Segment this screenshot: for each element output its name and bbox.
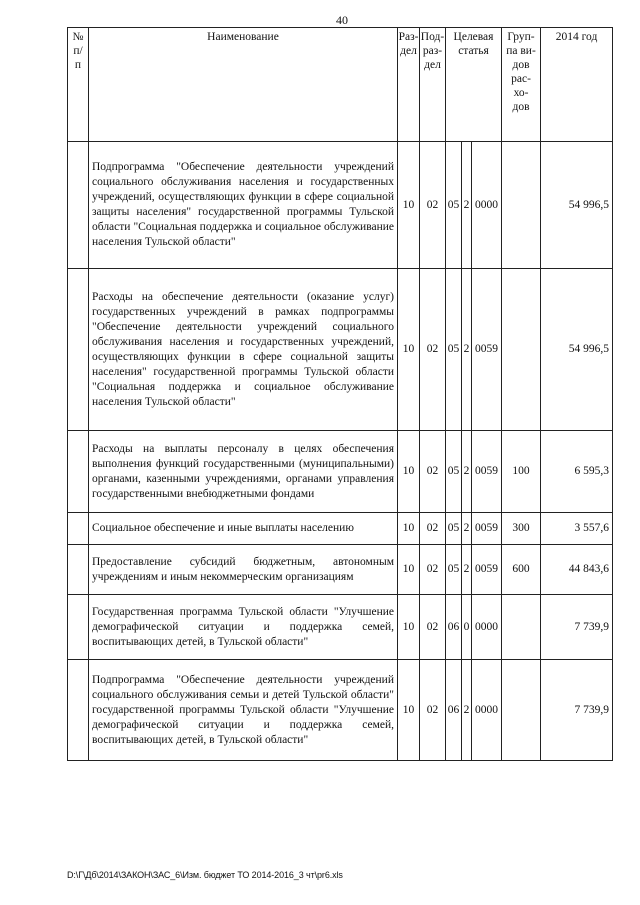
row-name: Подпрограмма "Обеспечение деятельности учреждений социального обслуживания семьи и детей Тульской области" государственной программы Тульской области "Улучшение демографической ситуации и поддержка семей, воспитывающих детей, в Тульской области" — [89, 660, 398, 761]
row-razdel: 10 — [398, 660, 420, 761]
row-podrazdel: 02 — [420, 595, 446, 660]
row-amount: 44 843,6 — [541, 545, 613, 595]
row-target-item: 0000 — [472, 660, 502, 761]
row-podrazdel: 02 — [420, 513, 446, 545]
table-header-row — [68, 28, 613, 142]
row-target-subprogram: 2 — [462, 269, 472, 431]
row-razdel: 10 — [398, 431, 420, 513]
row-target-program: 05 — [446, 513, 462, 545]
row-amount: 3 557,6 — [541, 513, 613, 545]
table-row — [68, 595, 613, 660]
row-amount: 6 595,3 — [541, 431, 613, 513]
row-number-cell — [68, 513, 89, 545]
table-row — [68, 431, 613, 513]
row-podrazdel: 02 — [420, 142, 446, 269]
row-target-program: 05 — [446, 142, 462, 269]
row-number-cell — [68, 431, 89, 513]
row-target-subprogram: 0 — [462, 595, 472, 660]
col-header-target: Целевая статья — [446, 28, 502, 142]
table-row — [68, 269, 613, 431]
col-header-razdel: Раз- дел — [398, 28, 420, 142]
row-number-cell — [68, 595, 89, 660]
row-podrazdel: 02 — [420, 431, 446, 513]
row-podrazdel: 02 — [420, 660, 446, 761]
row-name: Предоставление субсидий бюджетным, автономным учреждениям и иным некоммерческим организациям — [89, 545, 398, 595]
row-target-program: 05 — [446, 545, 462, 595]
row-razdel: 10 — [398, 595, 420, 660]
row-amount: 54 996,5 — [541, 142, 613, 269]
row-podrazdel: 02 — [420, 545, 446, 595]
row-number-cell — [68, 269, 89, 431]
row-amount: 7 739,9 — [541, 660, 613, 761]
file-path-footer: D:\Г\Дб\2014\ЗАКОН\ЗАС_6\Изм. бюджет ТО 2014-2016_3 чт\pr6.xls — [67, 870, 343, 880]
row-number-cell — [68, 545, 89, 595]
row-razdel: 10 — [398, 545, 420, 595]
row-target-program: 05 — [446, 269, 462, 431]
row-group — [502, 269, 541, 431]
row-razdel: 10 — [398, 269, 420, 431]
row-amount: 54 996,5 — [541, 269, 613, 431]
col-header-year: 2014 год — [541, 28, 613, 142]
row-group: 300 — [502, 513, 541, 545]
row-podrazdel: 02 — [420, 269, 446, 431]
row-target-item: 0059 — [472, 269, 502, 431]
col-header-number: № п/ п — [68, 28, 89, 142]
col-header-podrazdel: Под- раз- дел — [420, 28, 446, 142]
col-header-group: Груп- па ви- дов рас- хо- дов — [502, 28, 541, 142]
row-number-cell — [68, 142, 89, 269]
table-row — [68, 513, 613, 545]
row-group: 600 — [502, 545, 541, 595]
row-target-item: 0059 — [472, 513, 502, 545]
row-target-subprogram: 2 — [462, 660, 472, 761]
row-target-item: 0000 — [472, 142, 502, 269]
row-name: Расходы на выплаты персоналу в целях обеспечения выполнения функций государственными (муниципальными) органами, казенными учреждениями, органами управления государственными внебюджетными фондами — [89, 431, 398, 513]
table-row — [68, 545, 613, 595]
page-number: 40 — [336, 13, 348, 27]
row-target-subprogram: 2 — [462, 545, 472, 595]
row-target-program: 05 — [446, 431, 462, 513]
row-group — [502, 142, 541, 269]
budget-table — [67, 27, 613, 761]
table-row — [68, 660, 613, 761]
table-row — [68, 142, 613, 269]
col-header-name: Наименование — [89, 28, 398, 142]
row-target-program: 06 — [446, 660, 462, 761]
row-name: Социальное обеспечение и иные выплаты населению — [89, 513, 398, 545]
row-razdel: 10 — [398, 142, 420, 269]
row-target-item: 0059 — [472, 545, 502, 595]
row-group: 100 — [502, 431, 541, 513]
row-group — [502, 660, 541, 761]
row-target-program: 06 — [446, 595, 462, 660]
row-target-subprogram: 2 — [462, 513, 472, 545]
row-target-subprogram: 2 — [462, 431, 472, 513]
row-target-subprogram: 2 — [462, 142, 472, 269]
row-name: Подпрограмма "Обеспечение деятельности учреждений социального обслуживания населения и государственных учреждений, осуществляющих функции в сфере социальной защиты населения" государственной программы Тульской области "Социальная поддержка и социальное обслуживание населения Тульской области" — [89, 142, 398, 269]
row-target-item: 0059 — [472, 431, 502, 513]
row-target-item: 0000 — [472, 595, 502, 660]
row-number-cell — [68, 660, 89, 761]
row-name: Государственная программа Тульской области "Улучшение демографической ситуации и поддержка семей, воспитывающих детей, в Тульской области" — [89, 595, 398, 660]
row-name: Расходы на обеспечение деятельности (оказание услуг) государственных учреждений в рамках подпрограммы "Обеспечение деятельности учреждений социального обслуживания населения и государственных учреждений, осуществляющих функции в сфере социальной защиты населения" государственной программы Тульской области "Социальная поддержка и социальное обслуживание населения Тульской области" — [89, 269, 398, 431]
row-razdel: 10 — [398, 513, 420, 545]
row-group — [502, 595, 541, 660]
row-amount: 7 739,9 — [541, 595, 613, 660]
